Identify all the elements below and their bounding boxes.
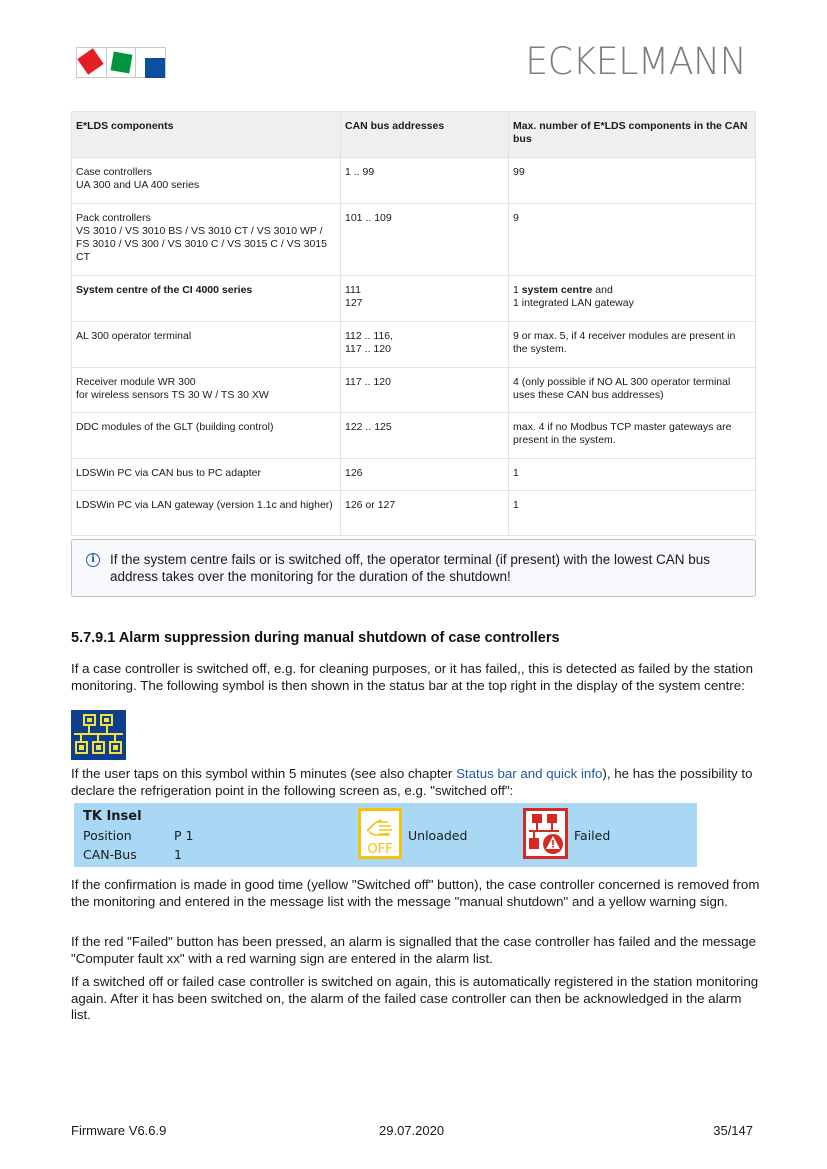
failed-label: Failed [574,828,611,843]
table-row [72,491,756,536]
info-note-text: If the system centre fails or is switched off, the operator terminal (if present) with the lowest CAN bus address takes over the monitoring for the duration of the shutdown! [110,552,710,584]
status-bar-link[interactable]: Status bar and quick info [456,766,603,781]
paragraph-3: If the confirmation is made in good time (yellow "Switched off" button), the case controller concerned is removed from the monitoring and entered in the message list with the message "manual shutdown" and a yellow warning sign. [71,877,760,909]
paragraph-5: If a switched off or failed case controller is switched on again, this is automatically registered in the station monitoring again. After it has been switched on, the alarm of the failed case controller can then be acknowledged in the alarm list. [71,974,759,1022]
hand-off-icon [361,811,399,856]
cell-component: Pack controllers VS 3010 / VS 3010 BS / VS 3010 CT / VS 3010 WP / FS 3010 / VS 300 / VS 3010 C / VS 3015 C / VS 3015 CT [72,204,341,276]
section-heading: 5.7.9.1 Alarm suppression during manual shutdown of case controllers [71,630,560,646]
cell-address: 126 or 127 [341,491,509,536]
failed-button[interactable] [523,808,568,859]
table-header-row [72,112,756,158]
logo-green-square [110,51,132,73]
logo-blue-square [145,58,165,78]
cell-address: 112 .. 116, 117 .. 120 [341,322,509,368]
cell-max: 1 [509,459,756,491]
cell-component: Receiver module WR 300 for wireless sensors TS 30 W / TS 30 XW [72,368,341,413]
table-row [72,413,756,459]
panel-title: TK Insel [83,809,142,824]
cell-max: 1 system centre and 1 integrated LAN gateway [509,276,756,322]
paragraph-2: If the user taps on this symbol within 5 minutes (see also chapter Status bar and quick info), he has the possibility to declare the refrigeration point in the following screen as, e.g. "switched off": [71,766,753,798]
cell-max: 99 [509,158,756,204]
column-header: E*LDS components [72,112,341,158]
paragraph-1: If a case controller is switched off, e.g. for cleaning purposes, or it has failed,, this is detected as failed by the station monitoring. The following symbol is then shown in the status bar at the top right in the display of the system centre: [71,661,753,693]
info-icon: i [86,553,100,567]
table-row [72,276,756,322]
cell-address: 111 127 [341,276,509,322]
switched-off-button[interactable] [358,808,402,859]
canbus-value: 1 [174,847,182,862]
cell-component: Case controllers UA 300 and UA 400 series [72,158,341,204]
cell-component: LDSWin PC via LAN gateway (version 1.1c and higher) [72,491,341,536]
case-controller-shutdown-screen [74,803,697,867]
cell-component: AL 300 operator terminal [72,322,341,368]
cell-max: max. 4 if no Modbus TCP master gateways are present in the system. [509,413,756,459]
network-failure-icon [71,710,126,760]
table-row [72,459,756,491]
cell-max: 9 or max. 5, if 4 receiver modules are present in the system. [509,322,756,368]
footer-firmware: Firmware V6.6.9 [71,1123,167,1138]
unloaded-label: Unloaded [408,828,468,843]
column-header: CAN bus addresses [341,112,509,158]
cell-max: 9 [509,204,756,276]
table-row [72,158,756,204]
canbus-label: CAN-Bus [83,847,137,862]
table-row [72,368,756,413]
network-failed-warning-icon [526,811,565,856]
cell-address: 126 [341,459,509,491]
cell-address: 122 .. 125 [341,413,509,459]
column-header: Max. number of E*LDS components in the CAN bus [509,112,756,158]
position-value: P 1 [174,828,194,843]
cell-max: 4 (only possible if NO AL 300 operator terminal uses these CAN bus addresses) [509,368,756,413]
cell-address: 1 .. 99 [341,158,509,204]
cell-component: DDC modules of the GLT (building control) [72,413,341,459]
logo-red-square [77,48,103,74]
footer-page-number: 35/147 [713,1123,753,1138]
svg-text:OFF: OFF [367,842,393,856]
brand-wordmark: ECKELMANN [525,40,747,83]
cell-address: 117 .. 120 [341,368,509,413]
position-label: Position [83,828,132,843]
table-row [72,322,756,368]
info-note [71,539,756,597]
paragraph-4: If the red "Failed" button has been pressed, an alarm is signalled that the case controller has failed and the message "Computer fault xx" with a red warning sign are entered in the alarm list. [71,934,757,966]
cell-max: 1 [509,491,756,536]
can-address-table [71,111,756,536]
cell-component: LDSWin PC via CAN bus to PC adapter [72,459,341,491]
table-row [72,204,756,276]
cell-address: 101 .. 109 [341,204,509,276]
company-logo [76,47,166,78]
cell-component: System centre of the CI 4000 series [72,276,341,322]
footer-date: 29.07.2020 [379,1123,445,1138]
